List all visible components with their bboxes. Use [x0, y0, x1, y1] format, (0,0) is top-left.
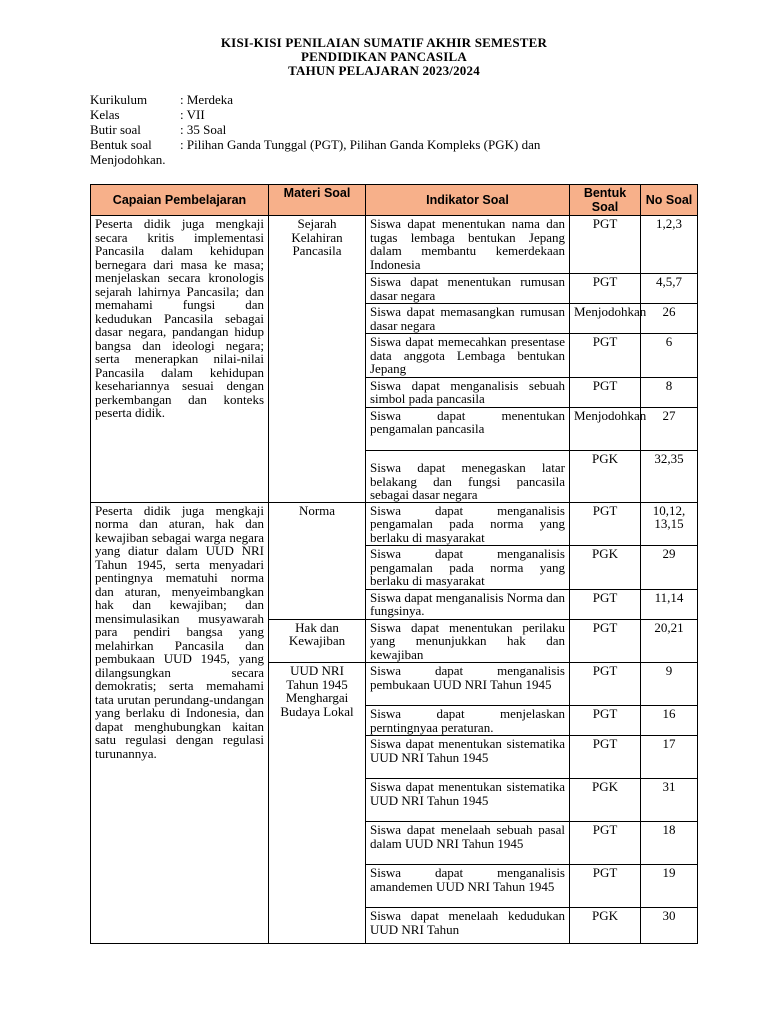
materi-cell: Sejarah Kelahiran Pancasila	[269, 216, 366, 503]
bentuk-cell: PGT	[570, 736, 641, 779]
meta-value: : Pilihan Ganda Tunggal (PGT), Pilihan Ganda Kompleks (PGK) dan	[180, 137, 541, 152]
bentuk-cell: PGT	[570, 502, 641, 546]
meta-value: : VII	[180, 107, 205, 122]
document-title	[0, 36, 768, 78]
title-line-3: TAHUN PELAJARAN 2023/2024	[288, 63, 480, 78]
meta-label: Kelas	[90, 107, 120, 122]
indikator-cell: Siswa dapat menganalisis sebuah simbol pada pancasila	[366, 377, 570, 407]
no-cell: 26	[641, 304, 698, 334]
bentuk-cell: PGT	[570, 334, 641, 378]
meta-continuation: Menjodohkan.	[90, 152, 166, 167]
bentuk-cell: PGT	[570, 216, 641, 274]
materi-cell: UUD NRI Tahun 1945 Menghargai Budaya Lokal	[269, 663, 366, 944]
bentuk-cell: PGT	[570, 706, 641, 736]
meta-label: Bentuk soal	[90, 137, 152, 152]
no-cell: 32,35	[641, 450, 698, 502]
meta-row-bentuk-soal	[90, 137, 700, 152]
bentuk-cell: PGT	[570, 865, 641, 908]
bentuk-cell: PGT	[570, 589, 641, 619]
title-line-1: KISI-KISI PENILAIAN SUMATIF AKHIR SEMESTER	[220, 35, 548, 50]
materi-cell: Norma	[269, 502, 366, 619]
indikator-cell: Siswa dapat menganalisis Norma dan fungsinya.	[366, 589, 570, 619]
bentuk-cell: PGK	[570, 779, 641, 822]
meta-value: : 35 Soal	[180, 122, 227, 137]
no-cell: 27	[641, 407, 698, 450]
header-materi: Materi Soal	[269, 185, 366, 216]
bentuk-cell: Menjodohkan	[570, 407, 641, 450]
no-cell: 31	[641, 779, 698, 822]
no-cell: 29	[641, 546, 698, 590]
bentuk-cell: PGK	[570, 908, 641, 944]
indikator-cell: Siswa dapat menentukan pengamalan pancasila	[366, 407, 570, 450]
indikator-cell: Siswa dapat menganalisis amandemen UUD NRI Tahun 1945	[366, 865, 570, 908]
meta-value: : Merdeka	[180, 92, 234, 107]
indikator-cell: Siswa dapat memasangkan rumusan dasar negara	[366, 304, 570, 334]
bentuk-cell: PGT	[570, 274, 641, 304]
kisi-kisi-table	[90, 184, 698, 944]
indikator-cell: Siswa dapat menjelaskan perntingnyaa peraturan.	[366, 706, 570, 736]
bentuk-cell: PGT	[570, 619, 641, 663]
indikator-cell: Siswa dapat menentukan rumusan dasar negara	[366, 274, 570, 304]
bentuk-cell: PGK	[570, 546, 641, 590]
no-cell: 1,2,3	[641, 216, 698, 274]
no-cell: 6	[641, 334, 698, 378]
capaian-cell: Peserta didik juga mengkaji norma dan aturan, hak dan kewajiban sebagai warga negara yang diatur dalam UUD NRI Tahun 1945, serta menyadari pentingnya mematuhi norma dan aturan, menyeimbangkan hak dan kewajiban; dan mensimulasikan musyawarah para pendiri bangsa yang melahirkan Pancasila dan pembukaan UUD 1945, yang dilangsungkan secara demokratis; serta memahami tata urutan perundang-undangan yang berlaku di Indonesia, dan dapat menghubungkan kaitan satu regulasi dengan regulasi turunannya.	[91, 502, 269, 944]
indikator-cell: Siswa dapat menelaah sebuah pasal dalam UUD NRI Tahun 1945	[366, 822, 570, 865]
indikator-cell: Siswa dapat menentukan nama dan tugas lembaga bentukan Jepang dalam membantu kemerdekaan Indonesia	[366, 216, 570, 274]
title-line-2: PENDIDIKAN PANCASILA	[301, 49, 467, 64]
no-cell: 30	[641, 908, 698, 944]
meta-row-kelas	[90, 107, 700, 122]
indikator-cell: Siswa dapat menelaah kedudukan UUD NRI Tahun	[366, 908, 570, 944]
indikator-cell: Siswa dapat menentukan perilaku yang menunjukkan hak dan kewajiban	[366, 619, 570, 663]
header-bentuk: Bentuk Soal	[570, 185, 641, 216]
no-cell: 16	[641, 706, 698, 736]
no-cell: 19	[641, 865, 698, 908]
table-header-row	[91, 185, 698, 216]
no-cell: 18	[641, 822, 698, 865]
meta-label: Butir soal	[90, 122, 141, 137]
header-indikator: Indikator Soal	[366, 185, 570, 216]
header-no: No Soal	[641, 185, 698, 216]
header-capaian: Capaian Pembelajaran	[91, 185, 269, 216]
no-cell: 11,14	[641, 589, 698, 619]
indikator-cell: Siswa dapat menganalisis pengamalan pada norma yang berlaku di masyarakat	[366, 502, 570, 546]
materi-cell: Hak dan Kewajiban	[269, 619, 366, 663]
no-cell: 10,12, 13,15	[641, 502, 698, 546]
meta-row-kurikulum	[90, 92, 700, 107]
bentuk-cell: Menjodohkan	[570, 304, 641, 334]
no-cell: 20,21	[641, 619, 698, 663]
indikator-cell: Siswa dapat menentukan sistematika UUD NRI Tahun 1945	[366, 736, 570, 779]
bentuk-cell: PGK	[570, 450, 641, 502]
no-cell: 8	[641, 377, 698, 407]
indikator-cell: Siswa dapat menegaskan latar belakang dan fungsi pancasila sebagai dasar negara	[366, 450, 570, 502]
indikator-cell: Siswa dapat menganalisis pembukaan UUD NRI Tahun 1945	[366, 663, 570, 706]
bentuk-cell: PGT	[570, 822, 641, 865]
meta-row-butir-soal	[90, 122, 700, 137]
document-meta	[90, 92, 700, 167]
indikator-cell: Siswa dapat menganalisis pengamalan pada norma yang berlaku di masyarakat	[366, 546, 570, 590]
no-cell: 9	[641, 663, 698, 706]
capaian-cell: Peserta didik juga mengkaji secara kritis implementasi Pancasila dalam kehidupan bernegara dari masa ke masa; menjelaskan secara kronologis sejarah lahirnya Pancasila; dan memahami fungsi dan kedudukan Pancasila sebagai dasar negara, pandangan hidup bangsa dan ideologi negara; serta menerapkan nilai-nilai Pancasila dalam kehidupan kesehariannya sesuai dengan perkembangan dan konteks peserta didik.	[91, 216, 269, 503]
no-cell: 4,5,7	[641, 274, 698, 304]
no-cell: 17	[641, 736, 698, 779]
bentuk-cell: PGT	[570, 663, 641, 706]
table-row	[91, 216, 698, 274]
meta-label: Kurikulum	[90, 92, 148, 107]
table-row	[91, 502, 698, 546]
indikator-cell: Siswa dapat memecahkan presentase data anggota Lembaga bentukan Jepang	[366, 334, 570, 378]
indikator-cell: Siswa dapat menentukan sistematika UUD NRI Tahun 1945	[366, 779, 570, 822]
bentuk-cell: PGT	[570, 377, 641, 407]
